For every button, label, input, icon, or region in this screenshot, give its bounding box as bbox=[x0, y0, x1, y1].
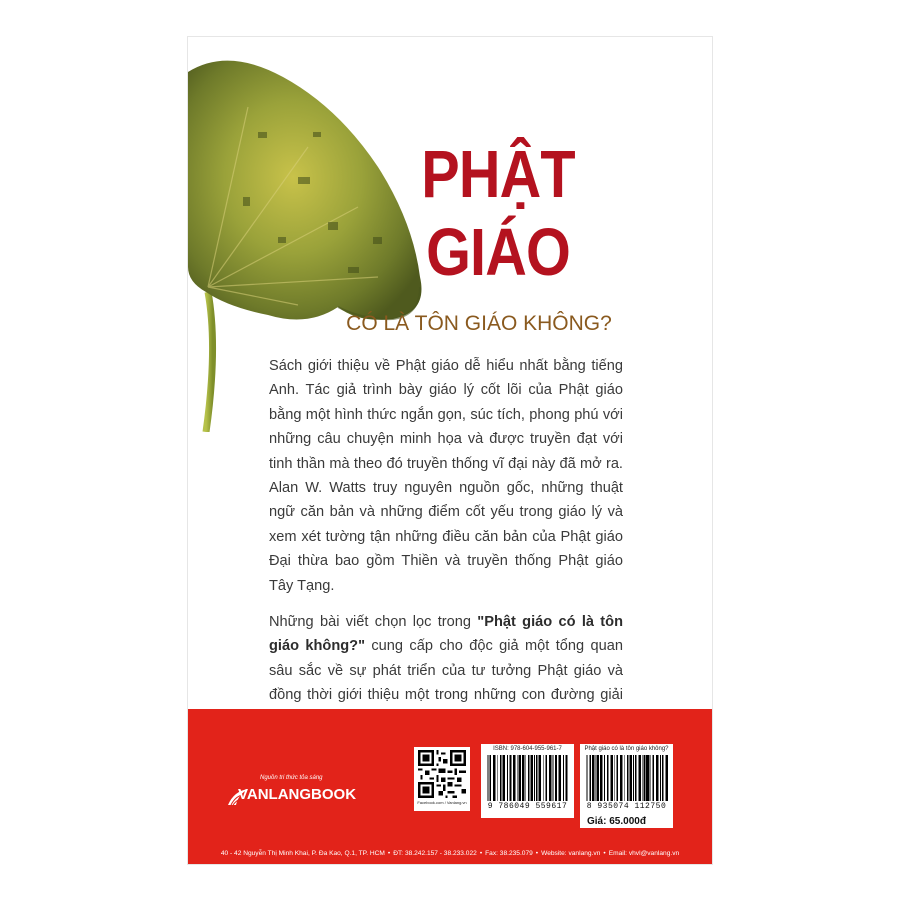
barcode-bar bbox=[644, 755, 646, 801]
barcode-bar bbox=[642, 755, 643, 801]
barcode-bar bbox=[662, 755, 664, 801]
barcode-bar bbox=[592, 755, 595, 801]
isbn-barcode bbox=[481, 744, 574, 818]
isbn-number: 9 786049 559617 bbox=[487, 802, 568, 811]
barcode-bar bbox=[543, 755, 544, 801]
barcode-bar bbox=[604, 755, 605, 801]
barcode-bar bbox=[559, 755, 562, 801]
barcode-bars-icon bbox=[486, 755, 569, 801]
title-line-1: PHẬT bbox=[421, 137, 575, 212]
footer-phone: ĐT: 38.242.157 - 38.233.022 bbox=[393, 850, 477, 857]
blurb-quoted-title: "Phật giáo có là tôn giáo không?" bbox=[269, 614, 623, 655]
price-barcode-label: Phật giáo có là tôn giáo không? bbox=[584, 746, 669, 752]
barcode-bar bbox=[555, 755, 557, 801]
barcode-bar bbox=[633, 755, 634, 801]
barcode-bar bbox=[589, 755, 591, 801]
barcode-bar bbox=[587, 755, 588, 801]
footer-email: Email: vhvl@vanlang.vn bbox=[608, 850, 680, 857]
blurb bbox=[269, 354, 623, 744]
footer-fax: Fax: 38.235.079 bbox=[485, 850, 533, 857]
barcode-bar bbox=[650, 755, 651, 801]
publisher-contact-footer: 40 - 42 Nguyễn Thị Minh Khai, P. Đa Kao, Q.1, TP. HCM • ĐT: 38.242.157 - 38.233.022 • Fax: 38.235.079 • Website: vanlang.vn • Email: vhvl@vanlang.vn bbox=[220, 850, 680, 857]
barcode-bar bbox=[513, 755, 516, 801]
qr-code bbox=[414, 747, 470, 811]
subtitle: CÓ LÀ TÔN GIÁO KHÔNG? bbox=[346, 312, 612, 335]
barcode-bar bbox=[665, 755, 668, 801]
barcode-bar bbox=[600, 755, 603, 801]
price-text: Giá: 65.000đ bbox=[580, 816, 673, 828]
barcode-bar bbox=[563, 755, 564, 801]
barcode-bar bbox=[595, 755, 596, 801]
barcode-bar bbox=[528, 755, 530, 801]
barcode-bar bbox=[635, 755, 637, 801]
barcode-bar bbox=[652, 755, 654, 801]
barcode-bar bbox=[488, 755, 489, 801]
barcode-bar bbox=[497, 755, 498, 801]
barcode-bar bbox=[531, 755, 534, 801]
title-line-2: GIÁO bbox=[426, 215, 570, 290]
barcode-bar bbox=[536, 755, 538, 801]
barcode-bar bbox=[534, 755, 535, 801]
barcode-bar bbox=[525, 755, 526, 801]
barcode-bar bbox=[646, 755, 649, 801]
barcode-bar bbox=[638, 755, 641, 801]
footer-website: Website: vanlang.vn bbox=[541, 850, 601, 857]
barcode-bar bbox=[489, 755, 491, 801]
qr-code-icon bbox=[418, 750, 466, 798]
publisher-name: VANLANGBOOK bbox=[238, 786, 357, 803]
barcode-bar bbox=[503, 755, 506, 801]
price-barcode bbox=[580, 744, 673, 818]
blurb-paragraph-2-end: cung cấp cho độc giả một tổng quan sâu sắc về sự phát triển của tư tưởng Phật giáo và đồng thời giới thiệu một trong những con đường giải bbox=[269, 638, 623, 704]
barcode-bar bbox=[507, 755, 508, 801]
barcode-bar bbox=[620, 755, 623, 801]
barcode-bar bbox=[517, 755, 518, 801]
barcode-bar bbox=[545, 755, 547, 801]
barcode-bar bbox=[549, 755, 552, 801]
barcode-bar bbox=[493, 755, 496, 801]
barcode-bar bbox=[607, 755, 609, 801]
barcode-bars-icon bbox=[585, 755, 668, 801]
barcode-bar bbox=[624, 755, 625, 801]
barcode-bar bbox=[627, 755, 629, 801]
blurb-paragraph-1: Sách giới thiệu về Phật giáo dễ hiểu nhất bằng tiếng Anh. Tác giả trình bày giáo lý cốt lõi của Phật giáo bằng một hình thức ngắn gọn, súc tích, phong phú với những câu chuyện minh họa và được truyền đạt với tinh thần mà theo đó truyền thống vĩ đại này đã mở ra. Alan W. Watts truy nguyên nguồn gốc, những thuật ngữ căn bản và những điểm cốt yếu trong giáo lý và xem xét tường tận những điều căn bản của Phật giáo Đại thừa bao gồm Thiền và truyền thống Phật giáo Tây Tạng. bbox=[269, 358, 623, 594]
blurb-paragraph-2-start: Những bài viết chọn lọc trong bbox=[269, 614, 478, 631]
qr-caption: Facebook.com / Vanlang.vn bbox=[417, 800, 467, 805]
barcode-bar bbox=[614, 755, 615, 801]
barcode-bar bbox=[519, 755, 521, 801]
book-back-cover bbox=[188, 37, 712, 864]
barcode-bar bbox=[656, 755, 659, 801]
barcode-bar bbox=[510, 755, 512, 801]
barcode-bar bbox=[616, 755, 618, 801]
publisher-tagline: Nguồn tri thức tỏa sáng bbox=[260, 775, 323, 781]
isbn-label: ISBN: 978-604-955-961-7 bbox=[493, 746, 562, 752]
barcode-bar bbox=[597, 755, 599, 801]
barcode-bar bbox=[538, 755, 541, 801]
barcode-bar bbox=[522, 755, 525, 801]
barcode-bar bbox=[566, 755, 568, 801]
price-barcode-number: 8 935074 112750 bbox=[586, 802, 667, 811]
barcode-bar bbox=[660, 755, 661, 801]
footer-address: 40 - 42 Nguyễn Thị Minh Khai, P. Đa Kao, Q.1, TP. HCM bbox=[220, 850, 385, 857]
barcode-bar bbox=[500, 755, 502, 801]
barcode-bar bbox=[552, 755, 553, 801]
barcode-bar bbox=[630, 755, 633, 801]
barcode-bar bbox=[610, 755, 613, 801]
